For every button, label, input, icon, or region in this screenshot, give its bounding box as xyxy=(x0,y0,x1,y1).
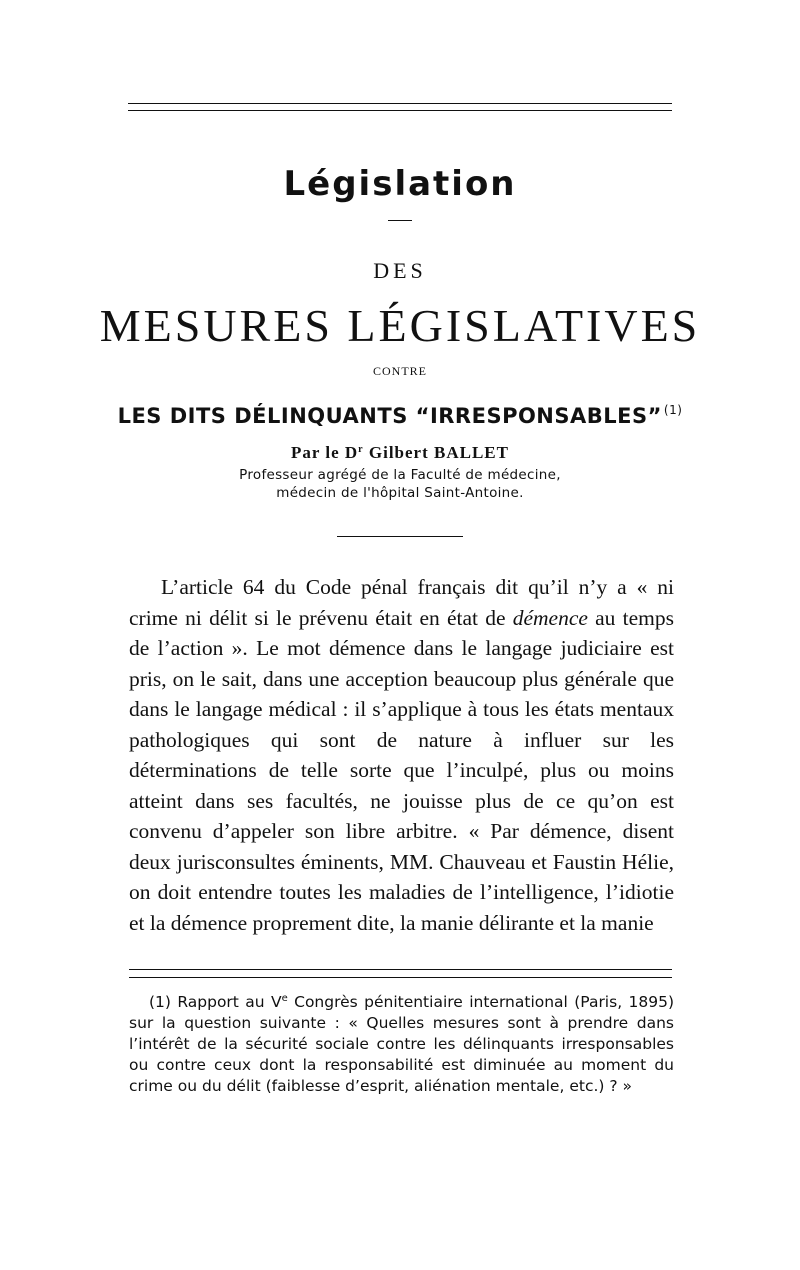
footnote-lead-sup: e xyxy=(281,993,288,1004)
top-rule-second xyxy=(128,110,672,111)
footnote-paragraph xyxy=(129,988,674,1097)
title-des: DES xyxy=(373,258,427,283)
top-rule xyxy=(128,103,672,104)
footnote-marker: (1) xyxy=(663,403,683,417)
main-title: MESURES LÉGISLATIVES xyxy=(99,300,701,351)
body-text-before: L’article 64 du Code pénal français dit qu’il n’y a « ni crime ni délit si le prévenu était en état de xyxy=(129,575,674,630)
footnote-text: Congrès pénitentiaire international (Paris, 1895) sur la question suivante : « Quelles mesures sont à prendre dans l’intérêt de la sécurité sociale contre les délinquants irresponsables ou contre ceux dont la responsabilité est diminuée au moment du crime ou du délit (faiblesse d’esprit, aliénation mentale, etc.) ? » xyxy=(129,993,674,1095)
body-paragraph xyxy=(129,572,674,938)
title-contre: CONTRE xyxy=(373,364,427,378)
footnote-rule-second xyxy=(129,977,672,978)
author-line xyxy=(0,436,800,467)
subtitle xyxy=(0,392,800,434)
author-affiliation-1: Professeur agrégé de la Faculté de médecine, xyxy=(239,467,561,483)
body-text xyxy=(129,572,674,938)
subtitle-text: LES DITS DÉLINQUANTS “IRRESPONSABLES” xyxy=(117,404,662,428)
author-prefix-sup: r xyxy=(358,444,364,455)
section-title: Législation xyxy=(283,164,517,204)
footnote xyxy=(129,988,674,1097)
body-emphasis: démence xyxy=(512,605,588,630)
author-affiliation-2: médecin de l'hôpital Saint-Antoine. xyxy=(276,485,524,501)
footnote-lead: (1) Rapport au V xyxy=(149,993,282,1011)
body-text-after: au temps de l’action ». Le mot démence dans le langage judiciaire est pris, on le sait, dans une acception beaucoup plus générale que dans le langage médical : il s’applique à tous les états mentaux pathologiques qui sont de nature à influer sur les déterminations de telle sorte que l’inculpé, plus ou moins atteint dans ses facultés, ne jouisse plus de ce qu’on est convenu d’appeler son libre arbitre. « Par démence, disent deux jurisconsultes éminents, MM. Chauveau et Faustin Hélie, on doit entendre toutes les maladies de l’intelligence, l’idiotie et la démence proprement dite, la manie délirante et la manie xyxy=(129,605,674,935)
footnote-rule xyxy=(129,969,672,970)
author-name: Gilbert BALLET xyxy=(363,443,509,462)
author-prefix: Par le D xyxy=(291,443,359,462)
separator-rule xyxy=(337,536,463,537)
title-dash xyxy=(388,220,412,221)
